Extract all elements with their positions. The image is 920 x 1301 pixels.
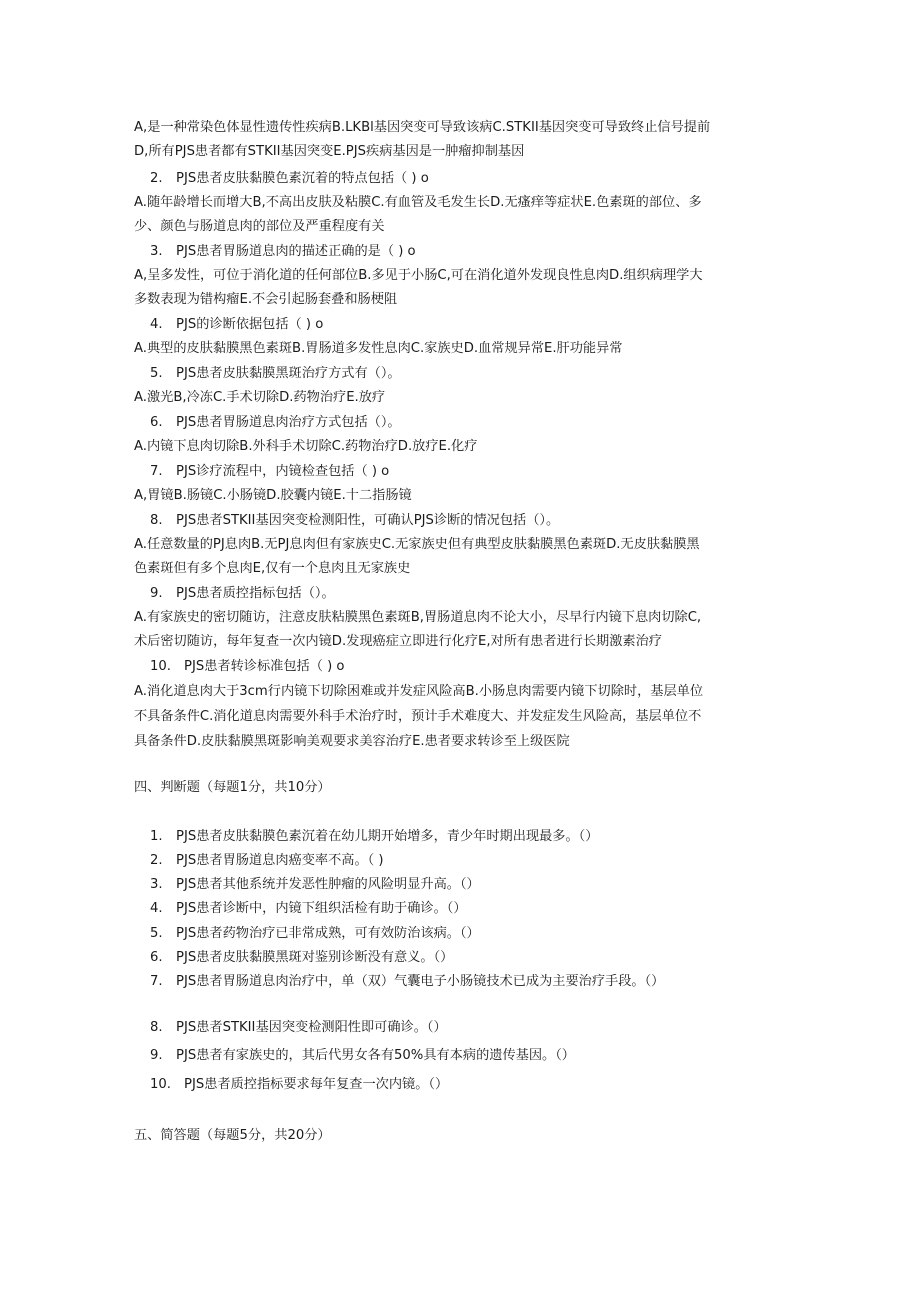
q3-options-line-2: 多数表现为错构瘤E.不会引起肠套叠和肠梗阻 bbox=[134, 292, 398, 307]
q2-options-line-1: A.随年龄增长而增大B,不高出皮肤及粘膜C.有血管及毛发生长D.无瘙痒等症状E.色素斑的部位、多 bbox=[134, 195, 702, 210]
q7-options-line-1: A,胃镜B.肠镜C.小肠镜D.胶囊内镜E.十二指肠镜 bbox=[134, 488, 412, 503]
q4-heading bbox=[150, 313, 323, 337]
q3-heading bbox=[150, 240, 416, 264]
q9-options-line-2: 术后密切随访，每年复查一次内镜D.发现癌症立即进行化疗E,对所有患者进行长期激素治疗 bbox=[134, 634, 662, 649]
q7-number: 7. bbox=[150, 464, 163, 479]
tf-item-6 bbox=[150, 946, 453, 970]
tf-item-3 bbox=[150, 873, 480, 897]
q8-options-line-2: 色素斑但有多个息肉E,仅有一个息肉且无家族史 bbox=[134, 561, 411, 576]
tf-item-7 bbox=[150, 970, 664, 994]
q7-heading bbox=[150, 460, 389, 484]
q2-number: 2. bbox=[150, 171, 163, 186]
q9-text: PJS患者质控指标包括（）。 bbox=[176, 586, 335, 601]
tf-item-10 bbox=[150, 1073, 448, 1097]
q6-heading bbox=[150, 411, 401, 435]
q3-number: 3. bbox=[150, 244, 163, 259]
q6-text: PJS患者胃肠道息肉治疗方式包括（）。 bbox=[176, 415, 401, 430]
q5-text: PJS患者皮肤黏膜黑斑治疗方式有（）。 bbox=[176, 366, 401, 381]
q5-options-line-1: A.激光B,冷冻C.手术切除D.药物治疗E.放疗 bbox=[134, 390, 386, 405]
tf-item-1-text: PJS患者皮肤黏膜色素沉着在幼儿期开始增多，青少年时期出现最多。（） bbox=[176, 829, 599, 844]
q8-options-line-1: A.任意数量的PJ息肉B.无PJ息肉但有家族史C.无家族史但有典型皮肤黏膜黑色素斑D.无皮肤黏膜黑 bbox=[134, 537, 700, 552]
tf-item-7-number: 7. bbox=[150, 974, 163, 989]
q5-number: 5. bbox=[150, 366, 163, 381]
q6-options-line-1: A.内镜下息肉切除B.外科手术切除C.药物治疗D.放疗E.化疗 bbox=[134, 439, 478, 454]
tf-item-9-text: PJS患者有家族史的，其后代男女各有50%具有本病的遗传基因。（） bbox=[176, 1048, 575, 1063]
tf-item-4-number: 4. bbox=[150, 901, 163, 916]
q4-options-line-1: A.典型的皮肤黏膜黑色素斑B.胃肠道多发性息肉C.家族史D.血常规异常E.肝功能异常 bbox=[134, 341, 623, 356]
tf-item-6-number: 6. bbox=[150, 950, 163, 965]
tf-item-2-number: 2. bbox=[150, 853, 163, 868]
section-5-title: 五、简答题（每题5分，共20分） bbox=[134, 1128, 331, 1143]
tf-item-3-number: 3. bbox=[150, 877, 163, 892]
tf-item-3-text: PJS患者其他系统并发恶性肿瘤的风险明显升高。（） bbox=[176, 877, 480, 892]
tf-item-8-text: PJS患者STKII基因突变检测阳性即可确诊。（） bbox=[176, 1020, 447, 1035]
tf-item-4 bbox=[150, 897, 467, 921]
q4-number: 4. bbox=[150, 317, 163, 332]
tf-item-5-text: PJS患者药物治疗已非常成熟，可有效防治该病。（） bbox=[176, 926, 480, 941]
q9-heading bbox=[150, 582, 335, 606]
q9-number: 9. bbox=[150, 586, 163, 601]
q6-number: 6. bbox=[150, 415, 163, 430]
tf-item-9 bbox=[150, 1044, 575, 1068]
q10-number: 10. bbox=[150, 659, 171, 674]
q3-options-line-1: A,呈多发性，可位于消化道的任何部位B.多见于小肠C,可在消化道外发现良性息肉D.组织病理学大 bbox=[134, 268, 703, 283]
tf-item-7-text: PJS患者胃肠道息肉治疗中，单（双）气囊电子小肠镜技术已成为主要治疗手段。（） bbox=[176, 974, 665, 989]
q10-options-line-2: 不具备条件C.消化道息肉需要外科手术治疗时，预计手术难度大、并发症发生风险高，基层单位不 bbox=[134, 709, 702, 724]
q5-heading bbox=[150, 362, 401, 386]
q1-options-line-2: D,所有PJS患者都有STKII基因突变E.PJS疾病基因是一肿瘤抑制基因 bbox=[134, 144, 525, 159]
q10-heading bbox=[150, 655, 345, 679]
tf-item-4-text: PJS患者诊断中，内镜下组织活检有助于确诊。（） bbox=[176, 901, 467, 916]
q4-text: PJS的诊断依据包括（ ) o bbox=[176, 317, 324, 332]
tf-item-8 bbox=[150, 1016, 447, 1040]
q7-text: PJS诊疗流程中，内镜检查包括（ ) o bbox=[176, 464, 390, 479]
q10-options-line-3: 具备条件D.皮肤黏膜黑斑影响美观要求美容治疗E.患者要求转诊至上级医院 bbox=[134, 734, 570, 749]
tf-item-10-number: 10. bbox=[150, 1077, 171, 1092]
tf-item-2-text: PJS患者胃肠道息肉癌变率不高。（ ) bbox=[176, 853, 384, 868]
q8-text: PJS患者STKII基因突变检测阳性，可确认PJS诊断的情况包括（）。 bbox=[176, 513, 560, 528]
tf-item-9-number: 9. bbox=[150, 1048, 163, 1063]
q8-number: 8. bbox=[150, 513, 163, 528]
tf-item-2 bbox=[150, 849, 384, 873]
q10-text: PJS患者转诊标准包括（ ) o bbox=[184, 659, 345, 674]
q3-text: PJS患者胃肠道息肉的描述正确的是（ ) o bbox=[176, 244, 416, 259]
q9-options-line-1: A.有家族史的密切随访，注意皮肤粘膜黑色素斑B,胃肠道息肉不论大小，尽早行内镜下息肉切除C, bbox=[134, 610, 702, 625]
q2-options-line-2: 少、颜色与肠道息肉的部位及严重程度有关 bbox=[134, 219, 385, 234]
q2-heading bbox=[150, 167, 429, 191]
tf-item-1-number: 1. bbox=[150, 829, 163, 844]
q1-options-line-1: A,是一种常染色体显性遗传性疾病B.LKBl基因突变可导致该病C.STKII基因突变可导致终止信号提前 bbox=[134, 120, 711, 135]
tf-item-6-text: PJS患者皮肤黏膜黑斑对鉴别诊断没有意义。（） bbox=[176, 950, 454, 965]
q8-heading bbox=[150, 509, 559, 533]
section-4-title: 四、判断题（每题1分，共10分） bbox=[134, 780, 331, 795]
q2-text: PJS患者皮肤黏膜色素沉着的特点包括（ ) o bbox=[176, 171, 429, 186]
tf-item-1 bbox=[150, 825, 598, 849]
tf-item-10-text: PJS患者质控指标要求每年复查一次内镜。（） bbox=[184, 1077, 449, 1092]
tf-item-5 bbox=[150, 922, 480, 946]
q10-options-line-1: A.消化道息肉大于3cm行内镜下切除困难或并发症风险高B.小肠息肉需要内镜下切除时，基层单位 bbox=[134, 684, 704, 699]
tf-item-5-number: 5. bbox=[150, 926, 163, 941]
tf-item-8-number: 8. bbox=[150, 1020, 163, 1035]
